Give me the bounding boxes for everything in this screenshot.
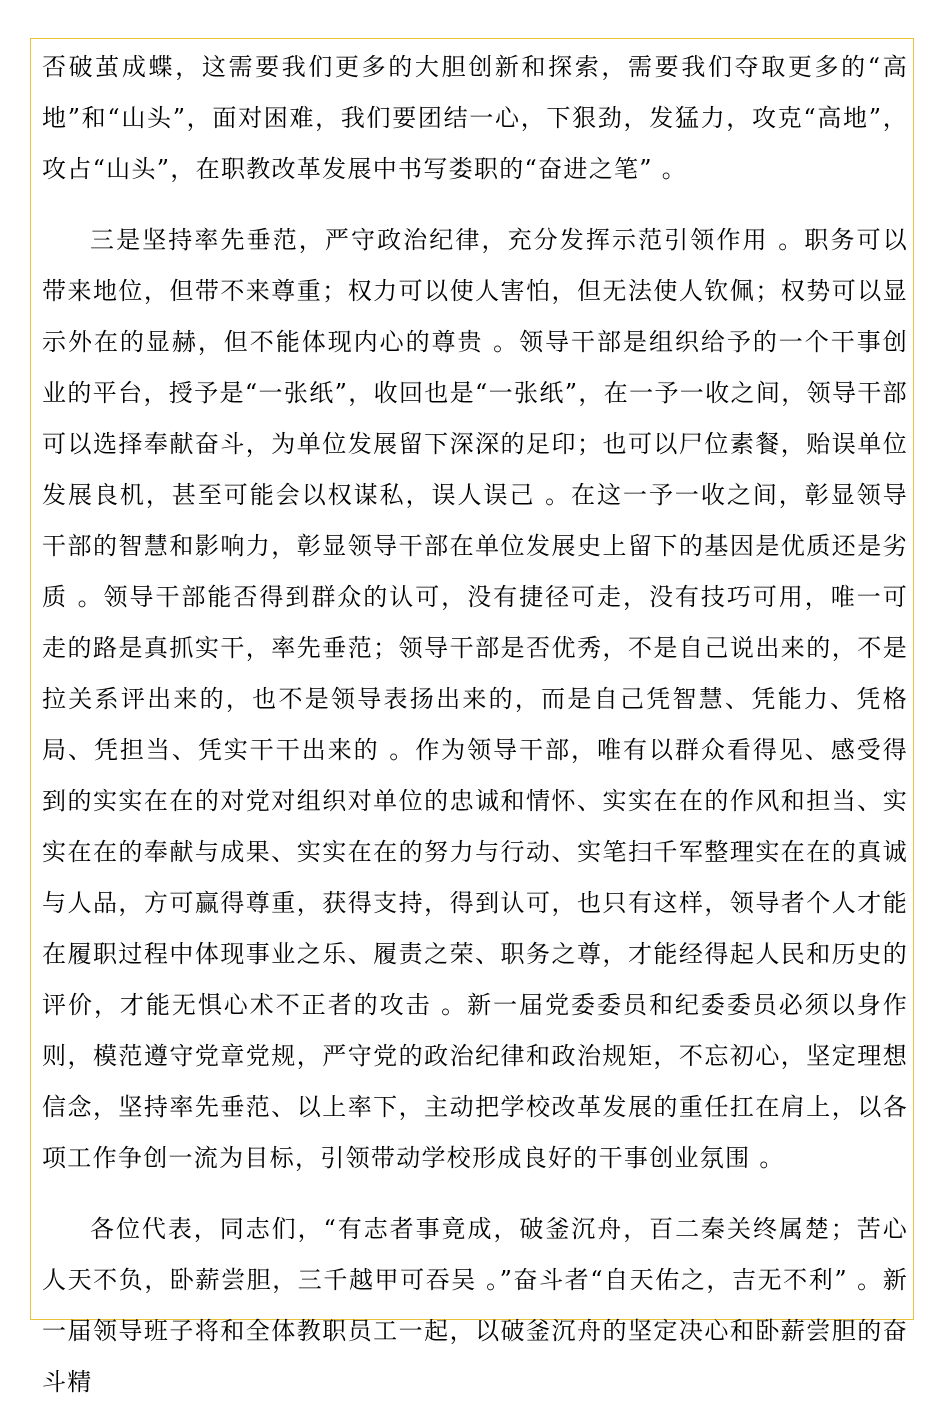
document-body <box>42 42 908 1408</box>
paragraph-continuation: 否破茧成蝶，这需要我们更多的大胆创新和探索，需要我们夺取更多的“高地”和“山头”，面对困难，我们要团结一心，下狠劲，发猛力，攻克“高地”，攻占“山头”，在职教改革发展中书写娄职的“奋进之笔” 。 <box>42 53 908 183</box>
paragraph-spacer <box>42 1184 908 1204</box>
paragraph-spacer <box>42 195 908 215</box>
paragraph-leadership-example: 三是坚持率先垂范，严守政治纪律，充分发挥示范引领作用 。职务可以带来地位，但带不来尊重；权力可以使人害怕，但无法使人钦佩；权势可以显示外在的显赫，但不能体现内心的尊贵 。领导干部是组织给予的一个干事创业的平台，授予是“一张纸”，收回也是“一张纸”，在一予一收之间，领导干部可以选择奉献奋斗，为单位发展留下深深的足印；也可以尸位素餐，贻误单位发展良机，甚至可能会以权谋私，误人误己 。在这一予一收之间，彰显领导干部的智慧和影响力，彰显领导干部在单位发展史上留下的基因是优质还是劣质 。领导干部能否得到群众的认可，没有捷径可走，没有技巧可用，唯一可走的路是真抓实干，率先垂范；领导干部是否优秀，不是自己说出来的，不是拉关系评出来的，也不是领导表扬出来的，而是自己凭智慧、凭能力、凭格局、凭担当、凭实干干出来的 。作为领导干部，唯有以群众看得见、感受得到的实实在在的对党对组织对单位的忠诚和情怀、实实在在的作风和担当、实实在在的奉献与成果、实实在在的努力与行动、实笔扫千军整理实在在的真诚与人品，方可赢得尊重，获得支持，得到认可，也只有这样，领导者个人才能在履职过程中体现事业之乐、履责之荣、职务之尊，才能经得起人民和历史的评价，才能无惧心术不正者的攻击 。新一届党委委员和纪委委员必须以身作则，模范遵守党章党规，严守党的政治纪律和政治规矩，不忘初心，坚定理想信念，坚持率先垂范、以上率下，主动把学校改革发展的重任扛在肩上，以各项工作争创一流为目标，引领带动学校形成良好的干事创业氛围 。 <box>42 226 908 1172</box>
paragraph-closing-address: 各位代表，同志们，“有志者事竟成，破釜沉舟，百二秦关终属楚；苦心人天不负，卧薪尝胆，三千越甲可吞吴 。”奋斗者“自天佑之，吉无不利” 。新一届领导班子将和全体教职员工一起，以破釜沉舟的坚定决心和卧薪尝胆的奋斗精 <box>42 1215 908 1396</box>
